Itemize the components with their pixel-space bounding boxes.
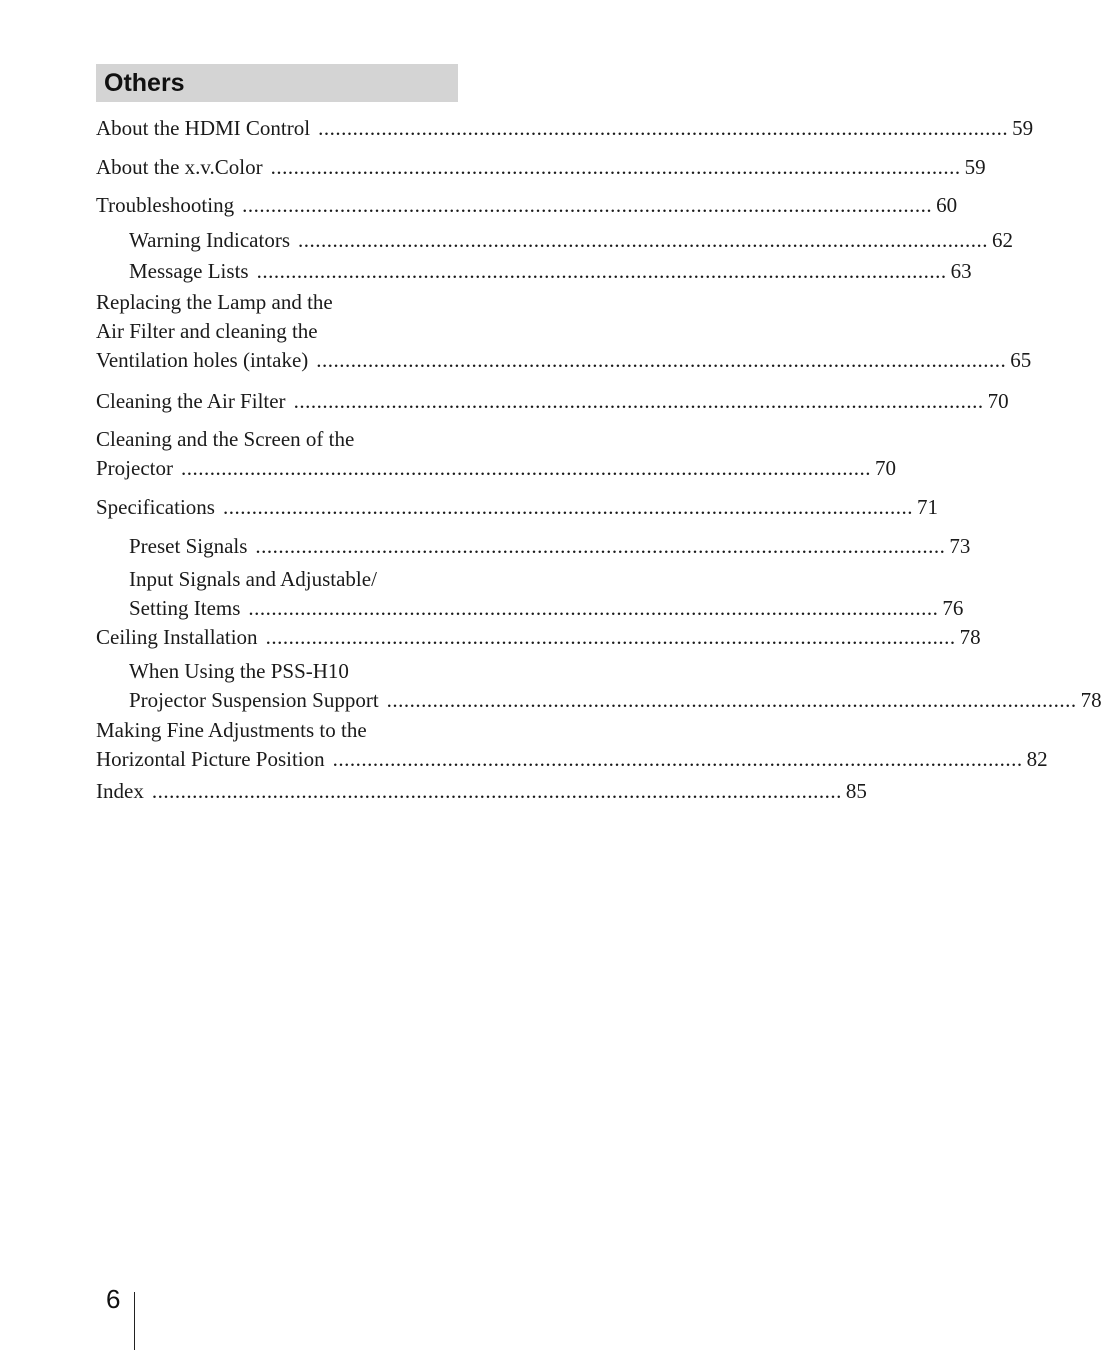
section-header (96, 64, 458, 102)
toc-entry-title: Projector Suspension Support (129, 688, 379, 712)
toc-entry[interactable] (96, 387, 1009, 416)
toc-entry-page: 78 (959, 625, 981, 649)
toc-entry-title-line: Making Fine Adjustments to the (96, 718, 367, 742)
toc-entry-title-line: Replacing the Lamp and the (96, 290, 333, 314)
toc-entry-title-line: Air Filter and cleaning the (96, 319, 318, 343)
toc-entry-title: Ventilation holes (intake) (96, 348, 309, 372)
toc-entry-title: Projector (96, 456, 173, 480)
dot-leader: ........................................................................................................................ (318, 116, 1009, 140)
toc-entry[interactable] (96, 153, 986, 182)
dot-leader: ........................................................................................................................ (316, 348, 1007, 372)
toc-entry-page: 85 (845, 779, 867, 803)
toc-entry[interactable] (129, 657, 1102, 715)
toc-entry-page: 63 (950, 259, 972, 283)
toc-entry[interactable] (96, 623, 981, 652)
dot-leader: ........................................................................................................................ (222, 495, 913, 519)
toc-entry-page: 78 (1080, 688, 1102, 712)
toc-entry-title: About the HDMI Control (96, 116, 311, 140)
toc-entry-page: 71 (916, 495, 938, 519)
toc-entry-title: Message Lists (129, 259, 249, 283)
dot-leader: ........................................................................................................................ (248, 596, 939, 620)
dot-leader: ........................................................................................................................ (255, 534, 946, 558)
toc-entry-title-line: When Using the PSS-H10 (129, 659, 349, 683)
toc-entry[interactable] (96, 493, 938, 522)
toc-entry[interactable] (96, 288, 1032, 375)
dot-leader: ........................................................................................................................ (270, 155, 961, 179)
toc-entry-title-line: Input Signals and Adjustable/ (129, 567, 377, 591)
dot-leader: ........................................................................................................................ (298, 228, 989, 252)
toc-entry[interactable] (96, 716, 1048, 774)
toc-entry-page: 70 (987, 389, 1009, 413)
dot-leader: ........................................................................................................................ (242, 193, 933, 217)
toc-entry-page: 76 (942, 596, 964, 620)
toc-entry-title: Specifications (96, 495, 215, 519)
toc-entry-page: 73 (949, 534, 971, 558)
toc-entry-title: Index (96, 779, 144, 803)
toc-entry-title-line: Cleaning and the Screen of the (96, 427, 355, 451)
toc-entry-page: 70 (874, 456, 896, 480)
toc-entry[interactable] (96, 114, 1034, 143)
toc-entry-page: 82 (1026, 747, 1048, 771)
dot-leader: ........................................................................................................................ (293, 389, 984, 413)
dot-leader: ........................................................................................................................ (151, 779, 842, 803)
toc-entry[interactable] (96, 425, 896, 483)
toc-entry[interactable] (129, 257, 972, 286)
toc-entry[interactable] (96, 777, 867, 806)
page-divider (134, 1292, 135, 1350)
page-number: 6 (106, 1284, 121, 1314)
toc-entry[interactable] (96, 191, 958, 220)
toc-entry-title: Preset Signals (129, 534, 248, 558)
toc-entry-title: Horizontal Picture Position (96, 747, 325, 771)
toc-entry-title: Warning Indicators (129, 228, 291, 252)
dot-leader: ........................................................................................................................ (256, 259, 947, 283)
toc-entry-title: Troubleshooting (96, 193, 235, 217)
toc-entry[interactable] (129, 532, 971, 561)
dot-leader: ........................................................................................................................ (386, 688, 1077, 712)
toc-entry-page: 62 (992, 228, 1014, 252)
toc-entry-page: 60 (936, 193, 958, 217)
toc-entry-title: Setting Items (129, 596, 241, 620)
toc-entry-title: Ceiling Installation (96, 625, 258, 649)
toc-entry-page: 65 (1010, 348, 1032, 372)
toc-entry[interactable] (129, 226, 1014, 255)
dot-leader: ........................................................................................................................ (265, 625, 956, 649)
section-title: Others (104, 68, 185, 97)
toc-entry-title: Cleaning the Air Filter (96, 389, 286, 413)
toc-entry-title: About the x.v.Color (96, 155, 263, 179)
toc-entry-page: 59 (1012, 116, 1034, 140)
dot-leader: ........................................................................................................................ (332, 747, 1023, 771)
toc-entry[interactable] (129, 565, 964, 623)
dot-leader: ........................................................................................................................ (180, 456, 871, 480)
toc-entry-page: 59 (964, 155, 986, 179)
